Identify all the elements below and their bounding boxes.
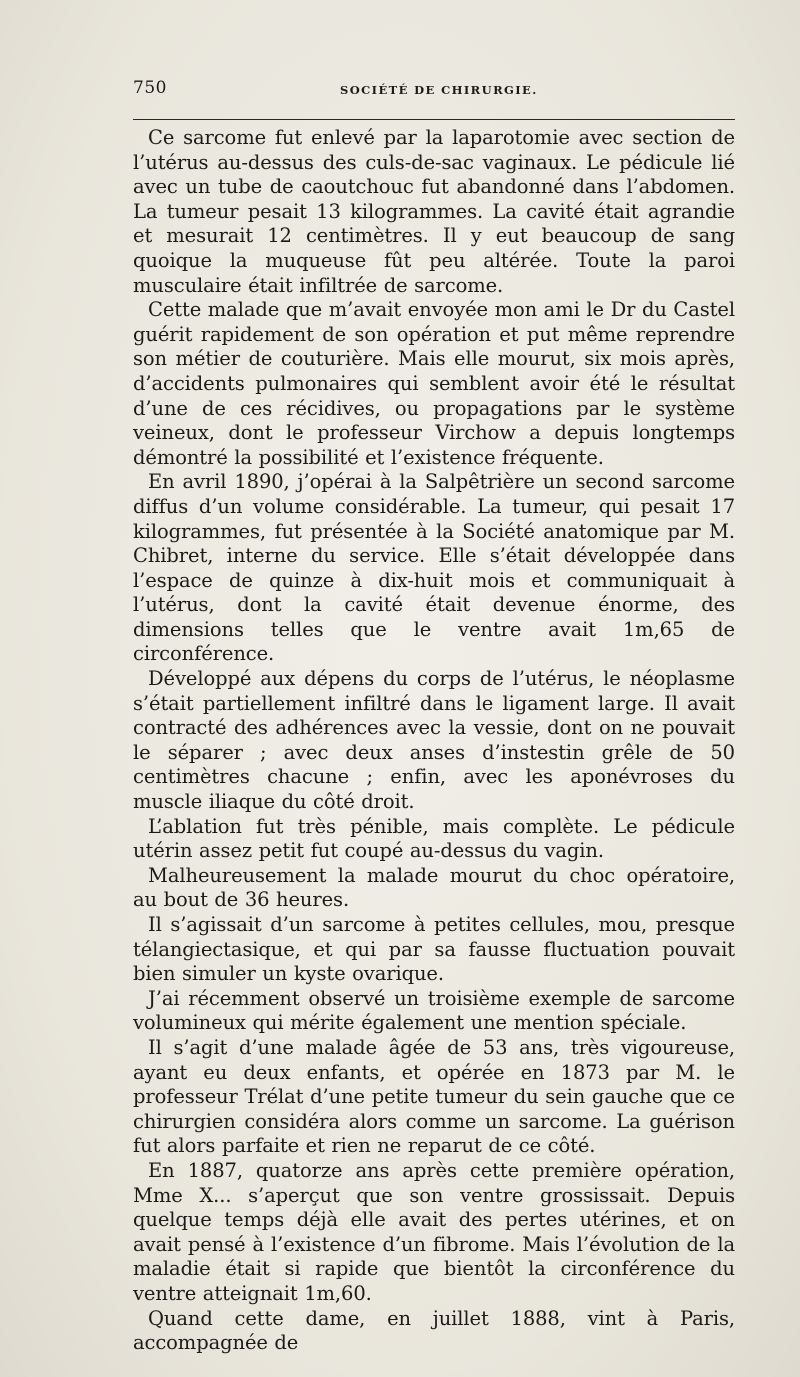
paragraph: En 1887, quatorze ans après cette première opération, Mme X... s’aperçut que son ventre grossissait. Depuis quelque temps déjà elle avait des pertes utérines, et on avait pensé à l’existence d’un fibrome. Mais l’évolution de la maladie était si rapide que bientôt la circonférence du ventre atteignait 1m,60.	[133, 1158, 735, 1305]
paragraph: Ce sarcome fut enlevé par la laparotomie avec section de l’utérus au-dessus des culs-de-sac vaginaux. Le pédicule lié avec un tube de caoutchouc fut abandonné dans l’abdomen. La tumeur pesait 13 kilogrammes. La cavité était agrandie et mesurait 12 centimètres. Il y eut beaucoup de sang quoique la muqueuse fût peu altérée. Toute la paroi musculaire était infiltrée de sarcome.	[133, 126, 735, 297]
paragraph: Quand cette dame, en juillet 1888, vint à Paris, accompagnée de	[133, 1306, 735, 1355]
paragraph: Il s’agissait d’un sarcome à petites cellules, mou, presque télangiectasique, et qui par sa fausse fluctuation pouvait bien simuler un kyste ovarique.	[133, 913, 735, 986]
paragraph: Il s’agit d’une malade âgée de 53 ans, très vigoureuse, ayant eu deux enfants, et opérée en 1873 par M. le professeur Trélat d’une petite tumeur du sein gauche que ce chirurgien considéra alors comme un sarcome. La guérison fut alors parfaite et rien ne reparut de ce côté.	[133, 1035, 735, 1158]
paragraph: L’ablation fut très pénible, mais complète. Le pédicule utérin assez petit fut coupé au-dessus du vagin.	[133, 814, 735, 863]
paragraph: Cette malade que m’avait envoyée mon ami le Dr du Castel guérit rapidement de son opération et put même reprendre son métier de couturière. Mais elle mourut, six mois après, d’accidents pulmonaires qui semblent avoir été le résultat d’une de ces récidives, ou propagations par le système veineux, dont le professeur Virchow a depuis longtemps démontré la possibilité et l’existence fréquente.	[133, 298, 735, 469]
paragraph: Malheureusement la malade mourut du choc opératoire, au bout de 36 heures.	[133, 863, 735, 912]
page-header	[133, 78, 735, 102]
body-text	[133, 126, 735, 1356]
header-rule	[133, 119, 735, 120]
paragraph: J’ai récemment observé un troisième exemple de sarcome volumineux qui mérite également une mention spéciale.	[133, 986, 735, 1035]
page-number: 750	[133, 78, 167, 98]
running-head: SOCIÉTÉ DE CHIRURGIE.	[340, 83, 538, 97]
paragraph: Développé aux dépens du corps de l’utérus, le néoplasme s’était partiellement infiltré dans le ligament large. Il avait contracté des adhérences avec la vessie, dont on ne pouvait le séparer ; avec deux anses d’instestin grêle de 50 centimètres chacune ; enfin, avec les aponévroses du muscle iliaque du côté droit.	[133, 667, 735, 814]
paragraph: En avril 1890, j’opérai à la Salpêtrière un second sarcome diffus d’un volume considérable. La tumeur, qui pesait 17 kilogrammes, fut présentée à la Société anatomique par M. Chibret, interne du service. Elle s’était développée dans l’espace de quinze à dix-huit mois et communiquait à l’utérus, dont la cavité était devenue énorme, des dimensions telles que le ventre avait 1m,65 de circonférence.	[133, 470, 735, 666]
